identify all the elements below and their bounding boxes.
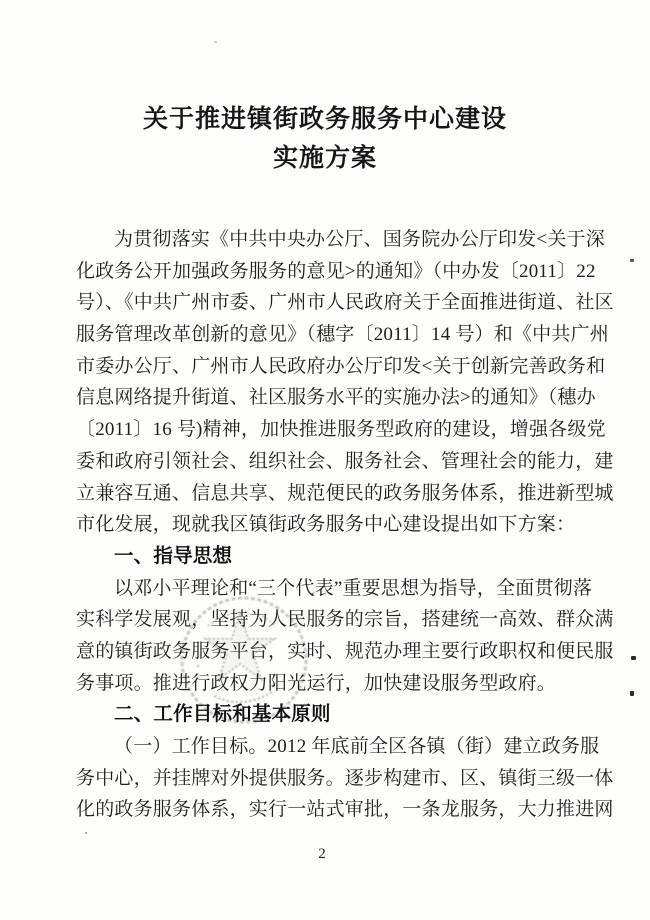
document-text-line: 委和政府引领社会、组织社会、服务社会、管理社会的能力，建 (76, 450, 614, 472)
section-heading: 二、工作目标和基本原则 (114, 703, 331, 726)
scan-artifact-speck (631, 656, 636, 660)
document-text-line: 市委办公厅、广州市人民政府办公厅印发<关于创新完善政务和 (76, 355, 606, 377)
scan-artifact-speck (214, 41, 217, 43)
document-text-line: 为贯彻落实《中共中央办公厅、国务院办公厅印发<关于深 (114, 229, 605, 250)
document-text-line: 市化发展，现就我区镇街政务服务中心建设提出如下方案： (76, 514, 576, 536)
document-title-line-1: 关于推进镇街政务服务中心建设 (142, 106, 507, 133)
scan-artifact-speck (630, 691, 634, 696)
document-text-line: 〔2011〕16 号)精神，加快推进服务型政府的建设，增强各级党 (76, 419, 606, 441)
document-text-line: 实科学发展观，坚持为人民服务的宗旨，搭建统一高效、群众满 (76, 609, 614, 631)
document-text-line: 号）、《中共广州市委、广州市人民政府关于全面推进街道、社区 (76, 292, 614, 314)
document-body (76, 224, 614, 826)
section-heading: 一、指导思想 (114, 544, 233, 567)
document-text-line: 务中心，并挂牌对外提供服务。逐步构建市、区、镇街三级一体 (76, 767, 614, 789)
scan-artifact-speck (85, 832, 87, 834)
document-text-line: 化的政务服务体系，实行一站式审批，一条龙服务，大力推进网 (76, 799, 614, 821)
document-text-line: 意的镇街政务服务平台，实时、规范办理主要行政职权和便民服 (76, 640, 614, 662)
document-title (0, 100, 650, 178)
page-number: 2 (318, 846, 326, 862)
document-text-line: 服务管理改革创新的意见》（穗字〔2011〕14 号）和《中共广州 (76, 324, 609, 346)
document-text-line: 以邓小平理论和“三个代表”重要思想为指导，全面贯彻落 (114, 577, 593, 599)
document-title-line-2: 实施方案 (272, 145, 377, 172)
document-text-line: 化政务公开加强政务服务的意见>的通知》（中办发〔2011〕22 (76, 260, 596, 282)
document-text-line: （一）工作目标。2012 年底前全区各镇（街）建立政务服 (114, 736, 600, 757)
document-text-line: 务事项。推进行政权力阳光运行，加快建设服务型政府。 (76, 672, 557, 694)
document-text-line: 立兼容互通、信息共享、规范便民的政务服务体系，推进新型城 (76, 482, 614, 504)
document-text-line: 信息网络提升街道、社区服务水平的实施办法>的通知》（穗办 (76, 387, 596, 409)
scan-artifact-speck (630, 259, 634, 262)
